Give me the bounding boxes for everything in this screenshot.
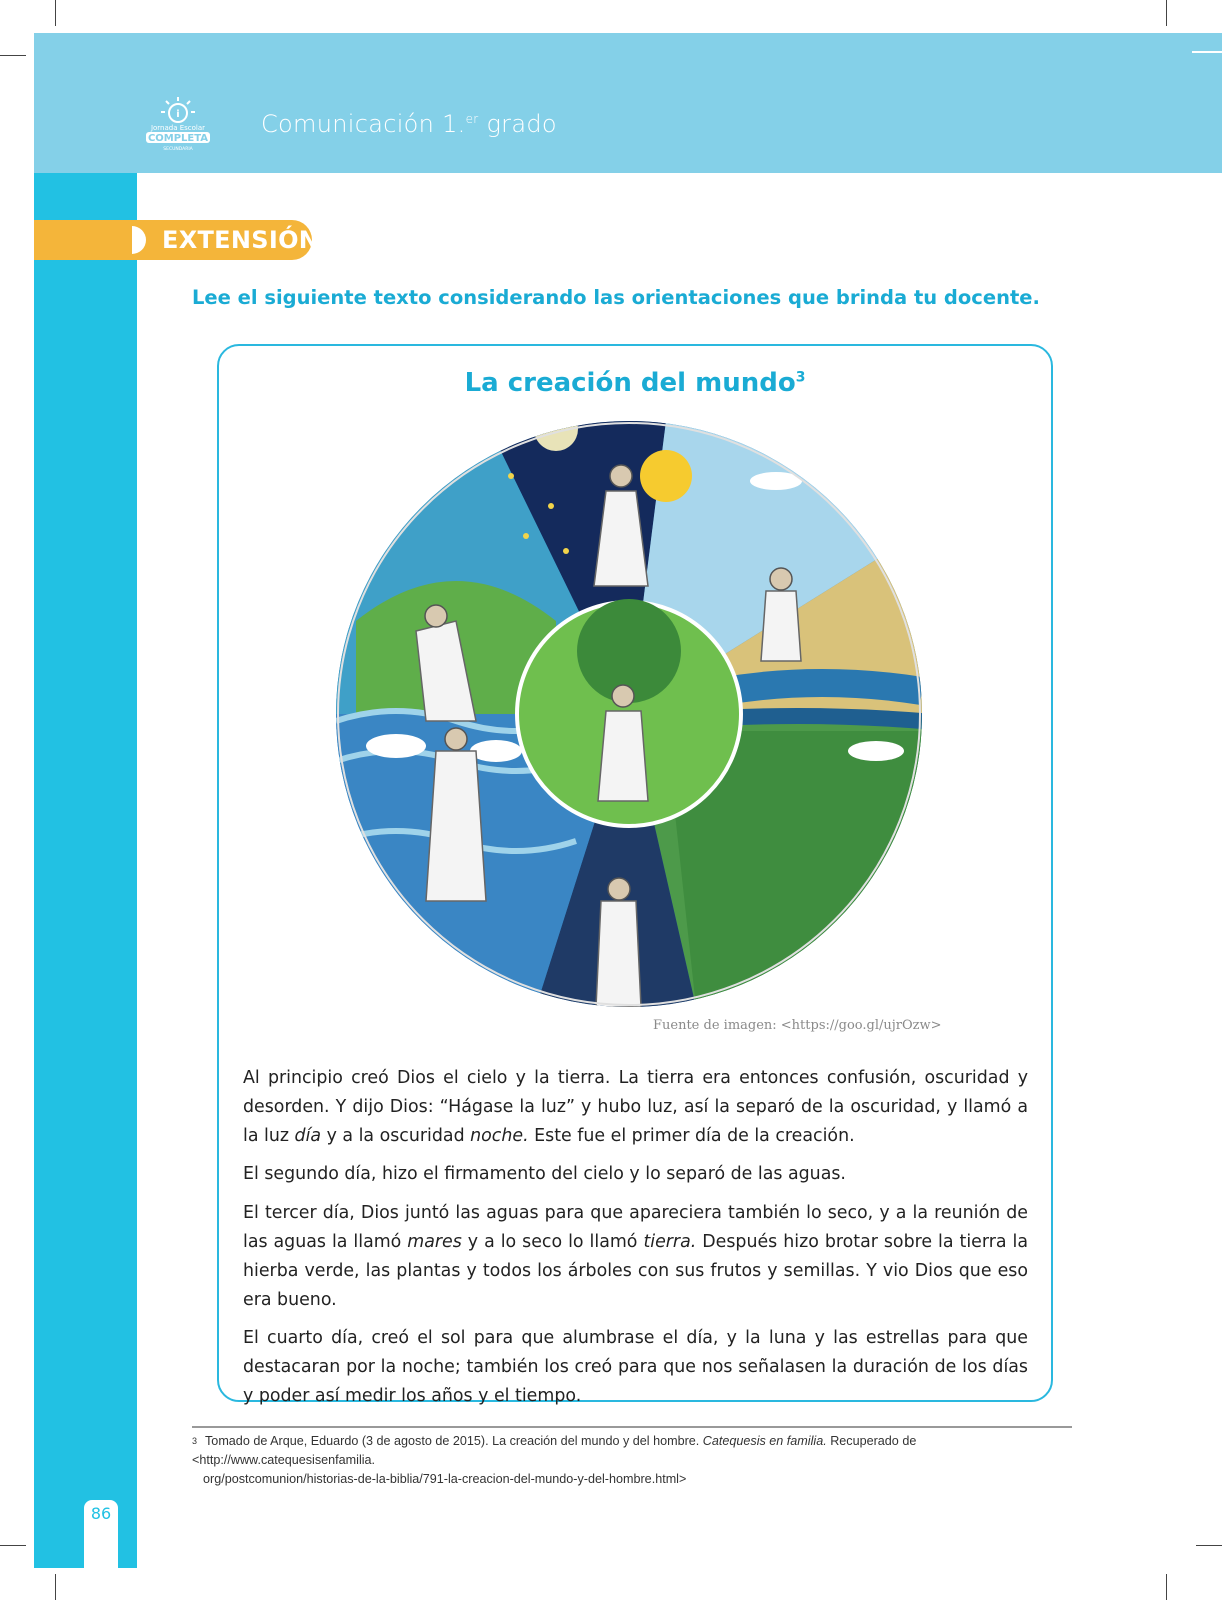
paragraph-1: [243, 1064, 1028, 1150]
paragraph-1-text-b: y a la oscuridad: [321, 1125, 471, 1146]
crop-mark: [0, 1545, 26, 1546]
paragraph-3-text-c: Después hizo brotar sobre la tierra la hierba verde, las plantas y todos los árboles con sus frutos y semillas. Y vio Dios que eso era bueno.: [243, 1231, 1028, 1310]
reading-body: [243, 1064, 1028, 1421]
crop-mark: [1166, 1574, 1167, 1600]
page-number: 86: [90, 1504, 112, 1523]
header-accent-line: [1192, 51, 1222, 53]
footnote-text-b: Recuperado de <http://www.catequesisenfamilia.: [192, 1434, 917, 1467]
paragraph-3: [243, 1199, 1028, 1314]
header-title: [261, 110, 557, 138]
paragraph-1-text-a: Al principio creó Dios el cielo y la tierra. La tierra era entonces confusión, oscuridad y desorden. Y dijo Dios: “Hágase la luz” y hubo luz, así la separó de la oscuridad, y llamó a la luz: [243, 1068, 1028, 1146]
reading-title: [217, 368, 1053, 398]
svg-text:SECUNDARIA: SECUNDARIA: [163, 147, 193, 152]
crop-mark: [55, 0, 56, 26]
footnote-line-1: [192, 1432, 1072, 1470]
paragraph-4: El cuarto día, creó el sol para que alumbrase el día, y la luna y las estrellas para que destacaran por la noche; también los creó para que nos señalasen la duración de los días y poder así medir los años y el tiempo.: [243, 1328, 1028, 1406]
crop-mark: [1166, 0, 1167, 26]
footnote-line-2: org/postcomunion/historias-de-la-biblia/791-la-creacion-del-mundo-y-del-hombre.html>: [203, 1472, 687, 1486]
footnote: [192, 1432, 1072, 1489]
paragraph-3-text-b: y a lo seco lo llamó: [461, 1231, 644, 1252]
creation-illustration: [336, 421, 922, 1007]
crop-mark: [55, 1574, 56, 1600]
footnote-text-a: Tomado de Arque, Eduardo (3 de agosto de 2015). La creación del mundo y del hombre.: [205, 1434, 703, 1448]
header-title-sup: er: [465, 112, 479, 126]
svg-text:COMPLETA: COMPLETA: [147, 133, 209, 144]
side-bar: [34, 173, 137, 1568]
instruction-text: Lee el siguiente texto considerando las orientaciones que brinda tu docente.: [192, 286, 1040, 309]
paragraph-2: El segundo día, hizo el firmamento del cielo y lo separó de las aguas.: [243, 1164, 846, 1185]
section-tab-notch: [132, 226, 146, 254]
reading-title-text: La creación del mundo: [464, 368, 796, 398]
svg-text:i: i: [176, 109, 180, 120]
section-label: EXTENSIÓN: [162, 226, 320, 254]
crop-mark: [0, 55, 26, 56]
header-title-main: Comunicación 1.: [261, 110, 466, 138]
paragraph-3-em-mares: mares: [407, 1231, 462, 1252]
header-title-end: grado: [478, 110, 557, 138]
footnote-number: 3: [192, 1436, 198, 1446]
reading-title-footnote-ref: 3: [795, 369, 806, 386]
svg-text:Jornada Escolar: Jornada Escolar: [150, 124, 206, 132]
footnote-divider: [192, 1426, 1072, 1428]
paragraph-1-em-noche: noche.: [470, 1125, 529, 1146]
paragraph-3-em-tierra: tierra.: [643, 1231, 697, 1252]
paragraph-3-text-a: El tercer día, Dios juntó las aguas para que apareciera también lo seco, y a la reunión de las aguas la llamó: [243, 1203, 1028, 1252]
image-source-caption: Fuente de imagen: <https://goo.gl/ujrOzw>: [653, 1018, 942, 1033]
jornada-escolar-completa-logo: [138, 95, 218, 155]
paragraph-1-text-c: Este fue el primer día de la creación.: [528, 1125, 855, 1146]
footnote-text-em: Catequesis en familia.: [702, 1434, 827, 1448]
crop-mark: [1196, 1545, 1222, 1546]
paragraph-1-em-dia: día: [294, 1125, 322, 1146]
